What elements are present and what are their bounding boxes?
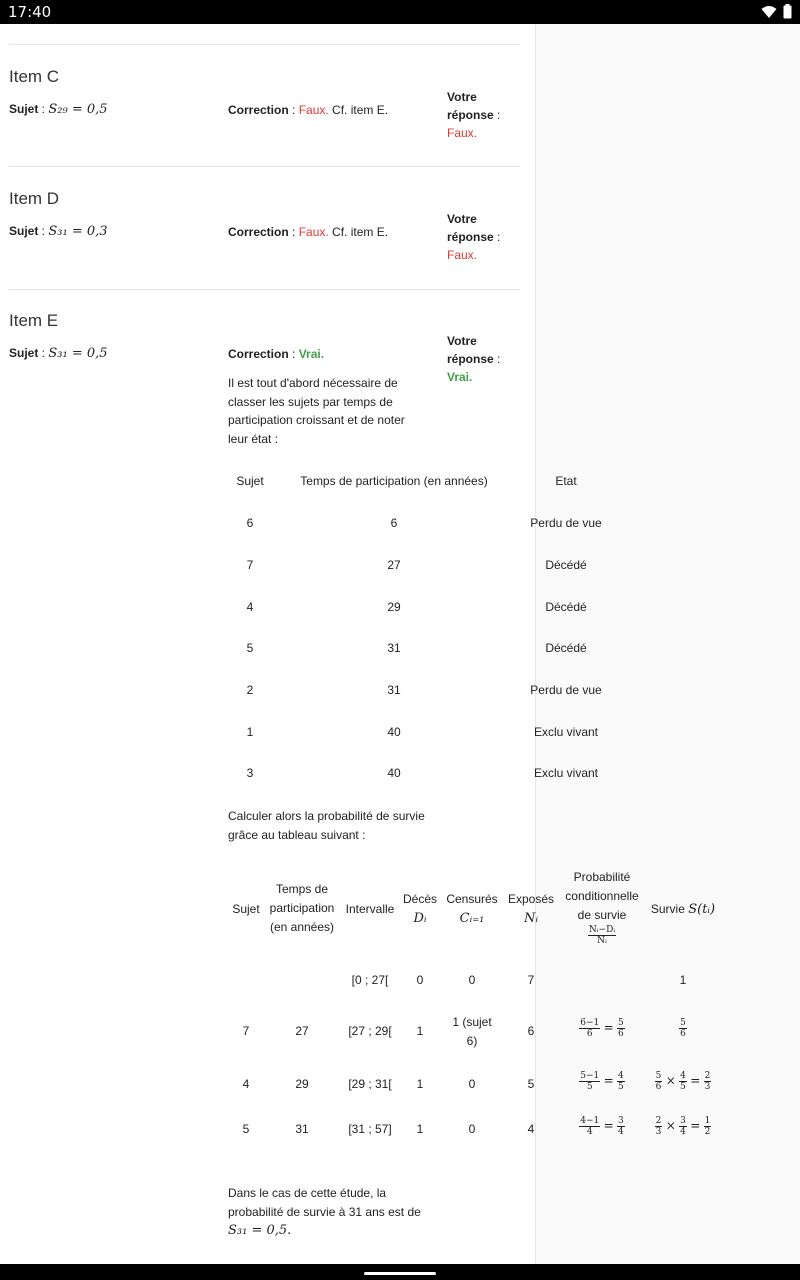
table-header: Censurés Cᵢ₌₁ [446,892,498,926]
correction-value: Faux. [298,225,329,239]
table-cell: Décédé [545,641,587,655]
table-header: Temps de participation (en années) [300,474,488,488]
table-header: Temps de participation (en années) [269,882,335,934]
item-answer: Votre réponse : Faux. [447,88,527,142]
table-cell: $\frac{2}{3}$ × $\frac{3}{4}$ = $\frac{1}{2}$ [655,1116,711,1137]
table-cell: 1 [679,973,687,987]
correction-label: Correction [228,103,289,117]
table-cell: Décédé [545,600,587,614]
divider [9,44,520,45]
table-cell: $\frac{4-1}{4}$ = $\frac{3}{4}$ [580,1116,624,1137]
table-header: Sujet [232,902,260,916]
table-cell: 27 [295,1024,309,1038]
table-cell: $\frac{5}{6}$ × $\frac{4}{5}$ = $\frac{2}{3}$ [655,1071,711,1092]
subject-label: Sujet [9,102,39,116]
wifi-icon [761,5,777,19]
table-cell: 5 [527,1077,535,1091]
table-cell: 31 [387,683,401,697]
item-title: Item E [9,311,59,330]
table-cell: 29 [387,600,401,614]
answer-value: Faux. [447,248,478,262]
table-cell: $\frac{5}{6}$ [680,1018,686,1039]
table-cell: 1 [246,725,254,739]
table-cell: 1 [416,1024,424,1038]
table-cell: Exclu vivant [533,766,599,780]
table-cell: [0 ; 27[ [351,973,389,987]
status-bar [0,0,800,24]
table-cell: 40 [387,725,401,739]
table-cell: [27 ; 29[ [348,1024,392,1038]
table-cell: [29 ; 31[ [348,1077,392,1091]
item-subject: Sujet : S₂₉ = 0,5 [9,102,108,117]
table-cell: 4 [242,1077,250,1091]
main-content [0,24,800,1264]
item-title: Item D [9,189,60,208]
explanation-middle: Calculer alors la probabilité de survie grâce au tableau suivant : [228,809,425,842]
table-cell: 6 [390,516,398,530]
item-correction: Correction : Faux. Cf. item E. [228,225,389,239]
battery-icon [783,4,792,19]
table-header: Survie S(tᵢ) [650,902,716,917]
correction-note: Cf. item E. [328,103,389,117]
table-cell: 4 [246,600,254,614]
table-cell: 6 [527,1024,535,1038]
table-cell: 29 [295,1077,309,1091]
correction-note: Cf. item E. [328,225,389,239]
table-cell: [31 ; 57] [348,1122,392,1136]
item-title: Item C [9,67,60,86]
home-gesture-handle[interactable] [364,1272,436,1275]
table-header: Sujet [236,474,264,488]
item-correction: Correction : Vrai. [228,347,325,361]
table-cell: 1 (sujet 6) [452,1015,492,1048]
subject-formula: S₃₁ = 0,3 [48,224,108,239]
table-header: Intervalle [345,902,395,916]
correction-label: Correction [228,347,289,361]
table-cell: 0 [468,973,476,987]
table-cell: Perdu de vue [530,683,602,697]
table-cell: Exclu vivant [533,725,599,739]
table-cell: 31 [387,641,401,655]
answer-value: Vrai. [447,370,473,384]
table-cell: Perdu de vue [530,516,602,530]
table-cell: 7 [246,558,254,572]
subject-label: Sujet [9,346,39,360]
explanation-intro: Il est tout d'abord nécessaire de classer les sujets par temps de participation croissant et de noter leur état : [228,376,405,446]
table-header: Probabilité conditionnelle de survie $\frac{\text{Nᵢ−Dᵢ}}{\text{Nᵢ}}$ [565,870,639,946]
table-cell: Décédé [545,558,587,572]
table-header: Etat [555,474,577,488]
table-cell: 1 [416,1077,424,1091]
table-cell: 0 [468,1077,476,1091]
table-cell: 4 [527,1122,535,1136]
subject-label: Sujet [9,224,39,238]
table-cell: 40 [387,766,401,780]
divider [9,289,520,290]
correction-value: Faux. [298,103,329,117]
item-correction: Correction : Faux. Cf. item E. [228,103,389,117]
table-cell: 7 [242,1024,250,1038]
table-cell: 6 [246,516,254,530]
table-cell: 31 [295,1122,309,1136]
subject-formula: S₃₁ = 0,5 [48,346,108,361]
item-answer: Votre réponse : Vrai. [447,332,527,386]
table-cell: 5 [246,641,254,655]
explanation-conclusion: Dans le cas de cette étude, la probabilité de survie à 31 ans est de S₃₁ = 0,5. [228,1186,421,1238]
table-cell: 7 [527,973,535,987]
subject-formula: S₂₉ = 0,5 [48,102,108,117]
item-subject: Sujet : S₃₁ = 0,3 [9,224,108,239]
status-time: 17:40 [8,3,52,21]
table-cell: 0 [468,1122,476,1136]
answer-value: Faux. [447,126,478,140]
table-cell: 3 [246,766,254,780]
table-header: Exposés Nᵢ [507,892,555,926]
navigation-bar [0,1264,800,1280]
table-cell: 0 [416,973,424,987]
correction-label: Correction [228,225,289,239]
item-answer: Votre réponse : Faux. [447,210,527,264]
item-subject: Sujet : S₃₁ = 0,5 [9,346,108,361]
table-cell: 1 [416,1122,424,1136]
table-cell: 27 [387,558,401,572]
table-cell: 5 [242,1122,250,1136]
table-cell: 2 [246,683,254,697]
correction-value: Vrai. [298,347,325,361]
divider [9,166,520,167]
table-cell: $\frac{5-1}{5}$ = $\frac{4}{5}$ [580,1071,624,1092]
table-cell: $\frac{6-1}{6}$ = $\frac{5}{6}$ [580,1018,624,1039]
table-header: Décès Dᵢ [402,892,437,926]
